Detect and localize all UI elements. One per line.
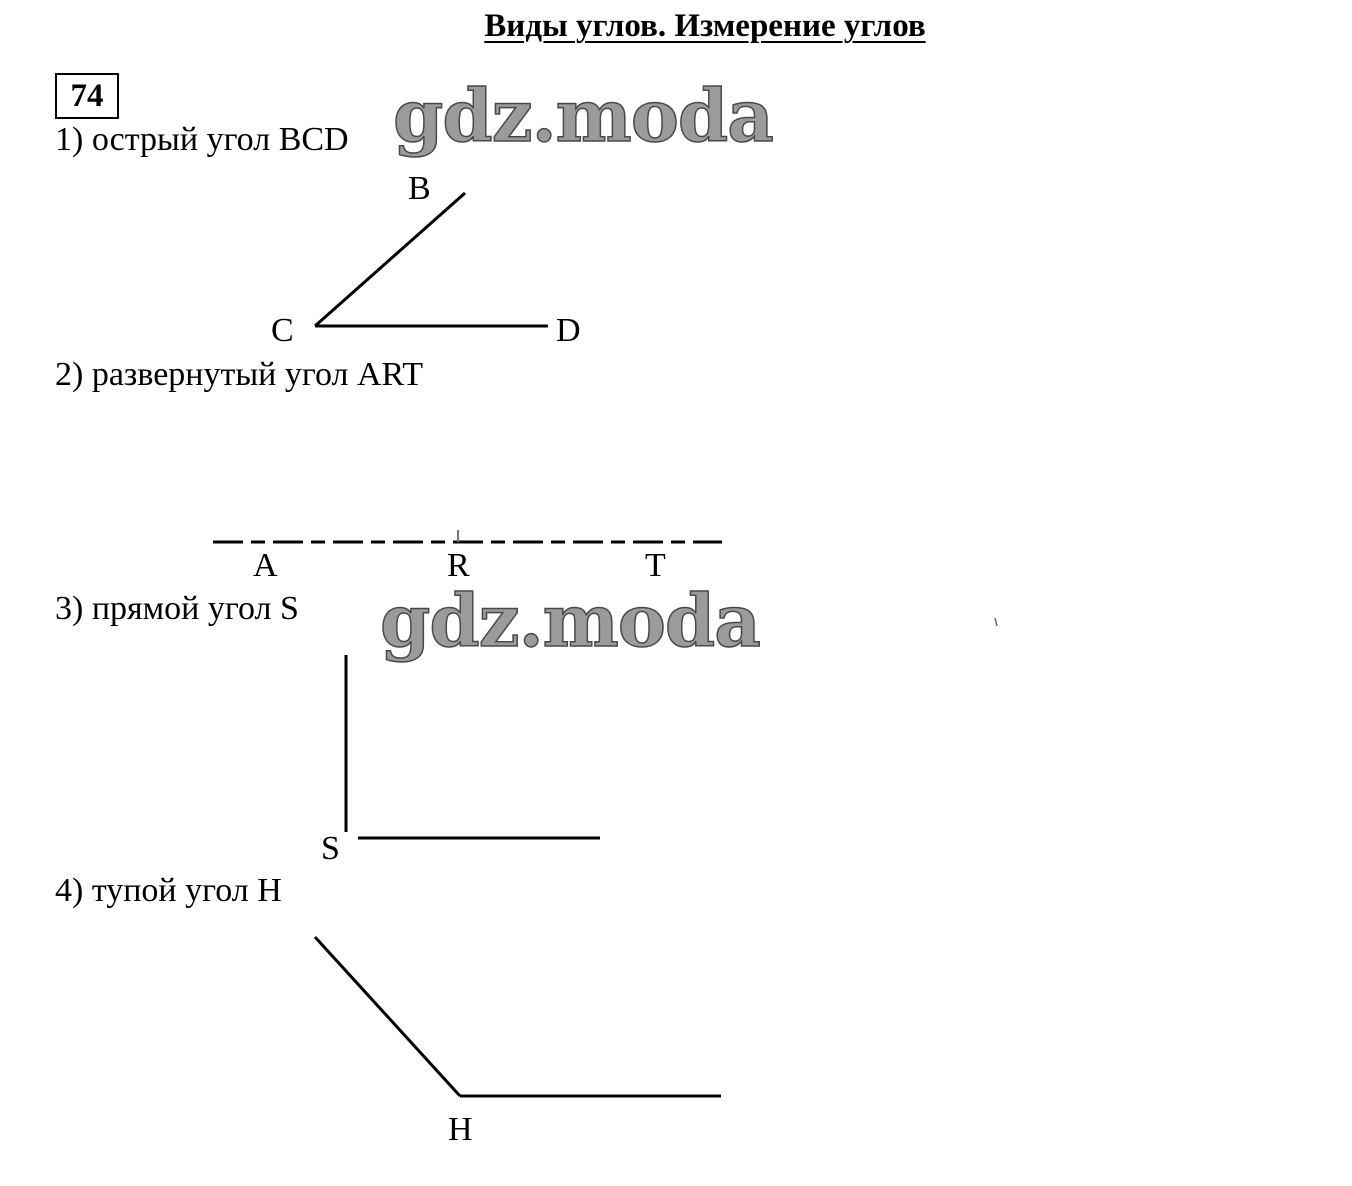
point-a-label: A (253, 547, 278, 584)
task-number-badge: 74 (55, 73, 119, 119)
page-title: Виды углов. Измерение углов (484, 8, 926, 44)
point-b-label: B (408, 170, 431, 207)
watermark-top: gdz.moda (393, 73, 773, 158)
point-c-label: C (271, 312, 294, 349)
stray-mark (995, 618, 997, 626)
point-r-label: R (447, 547, 470, 584)
ray-h-slanted (315, 937, 460, 1096)
point-t-label: T (645, 547, 666, 584)
point-s-label: S (321, 830, 340, 867)
item-2-label: 2) развернутый угол ART (55, 356, 423, 393)
item-1-label: 1) острый угол BCD (55, 121, 349, 158)
point-d-label: D (556, 312, 581, 349)
watermark-middle: gdz.moda (380, 578, 760, 663)
item-4-label: 4) тупой угол H (55, 872, 282, 909)
ray-cb (315, 193, 465, 326)
point-h-label: H (448, 1111, 473, 1148)
item-3-label: 3) прямой угол S (55, 590, 299, 627)
